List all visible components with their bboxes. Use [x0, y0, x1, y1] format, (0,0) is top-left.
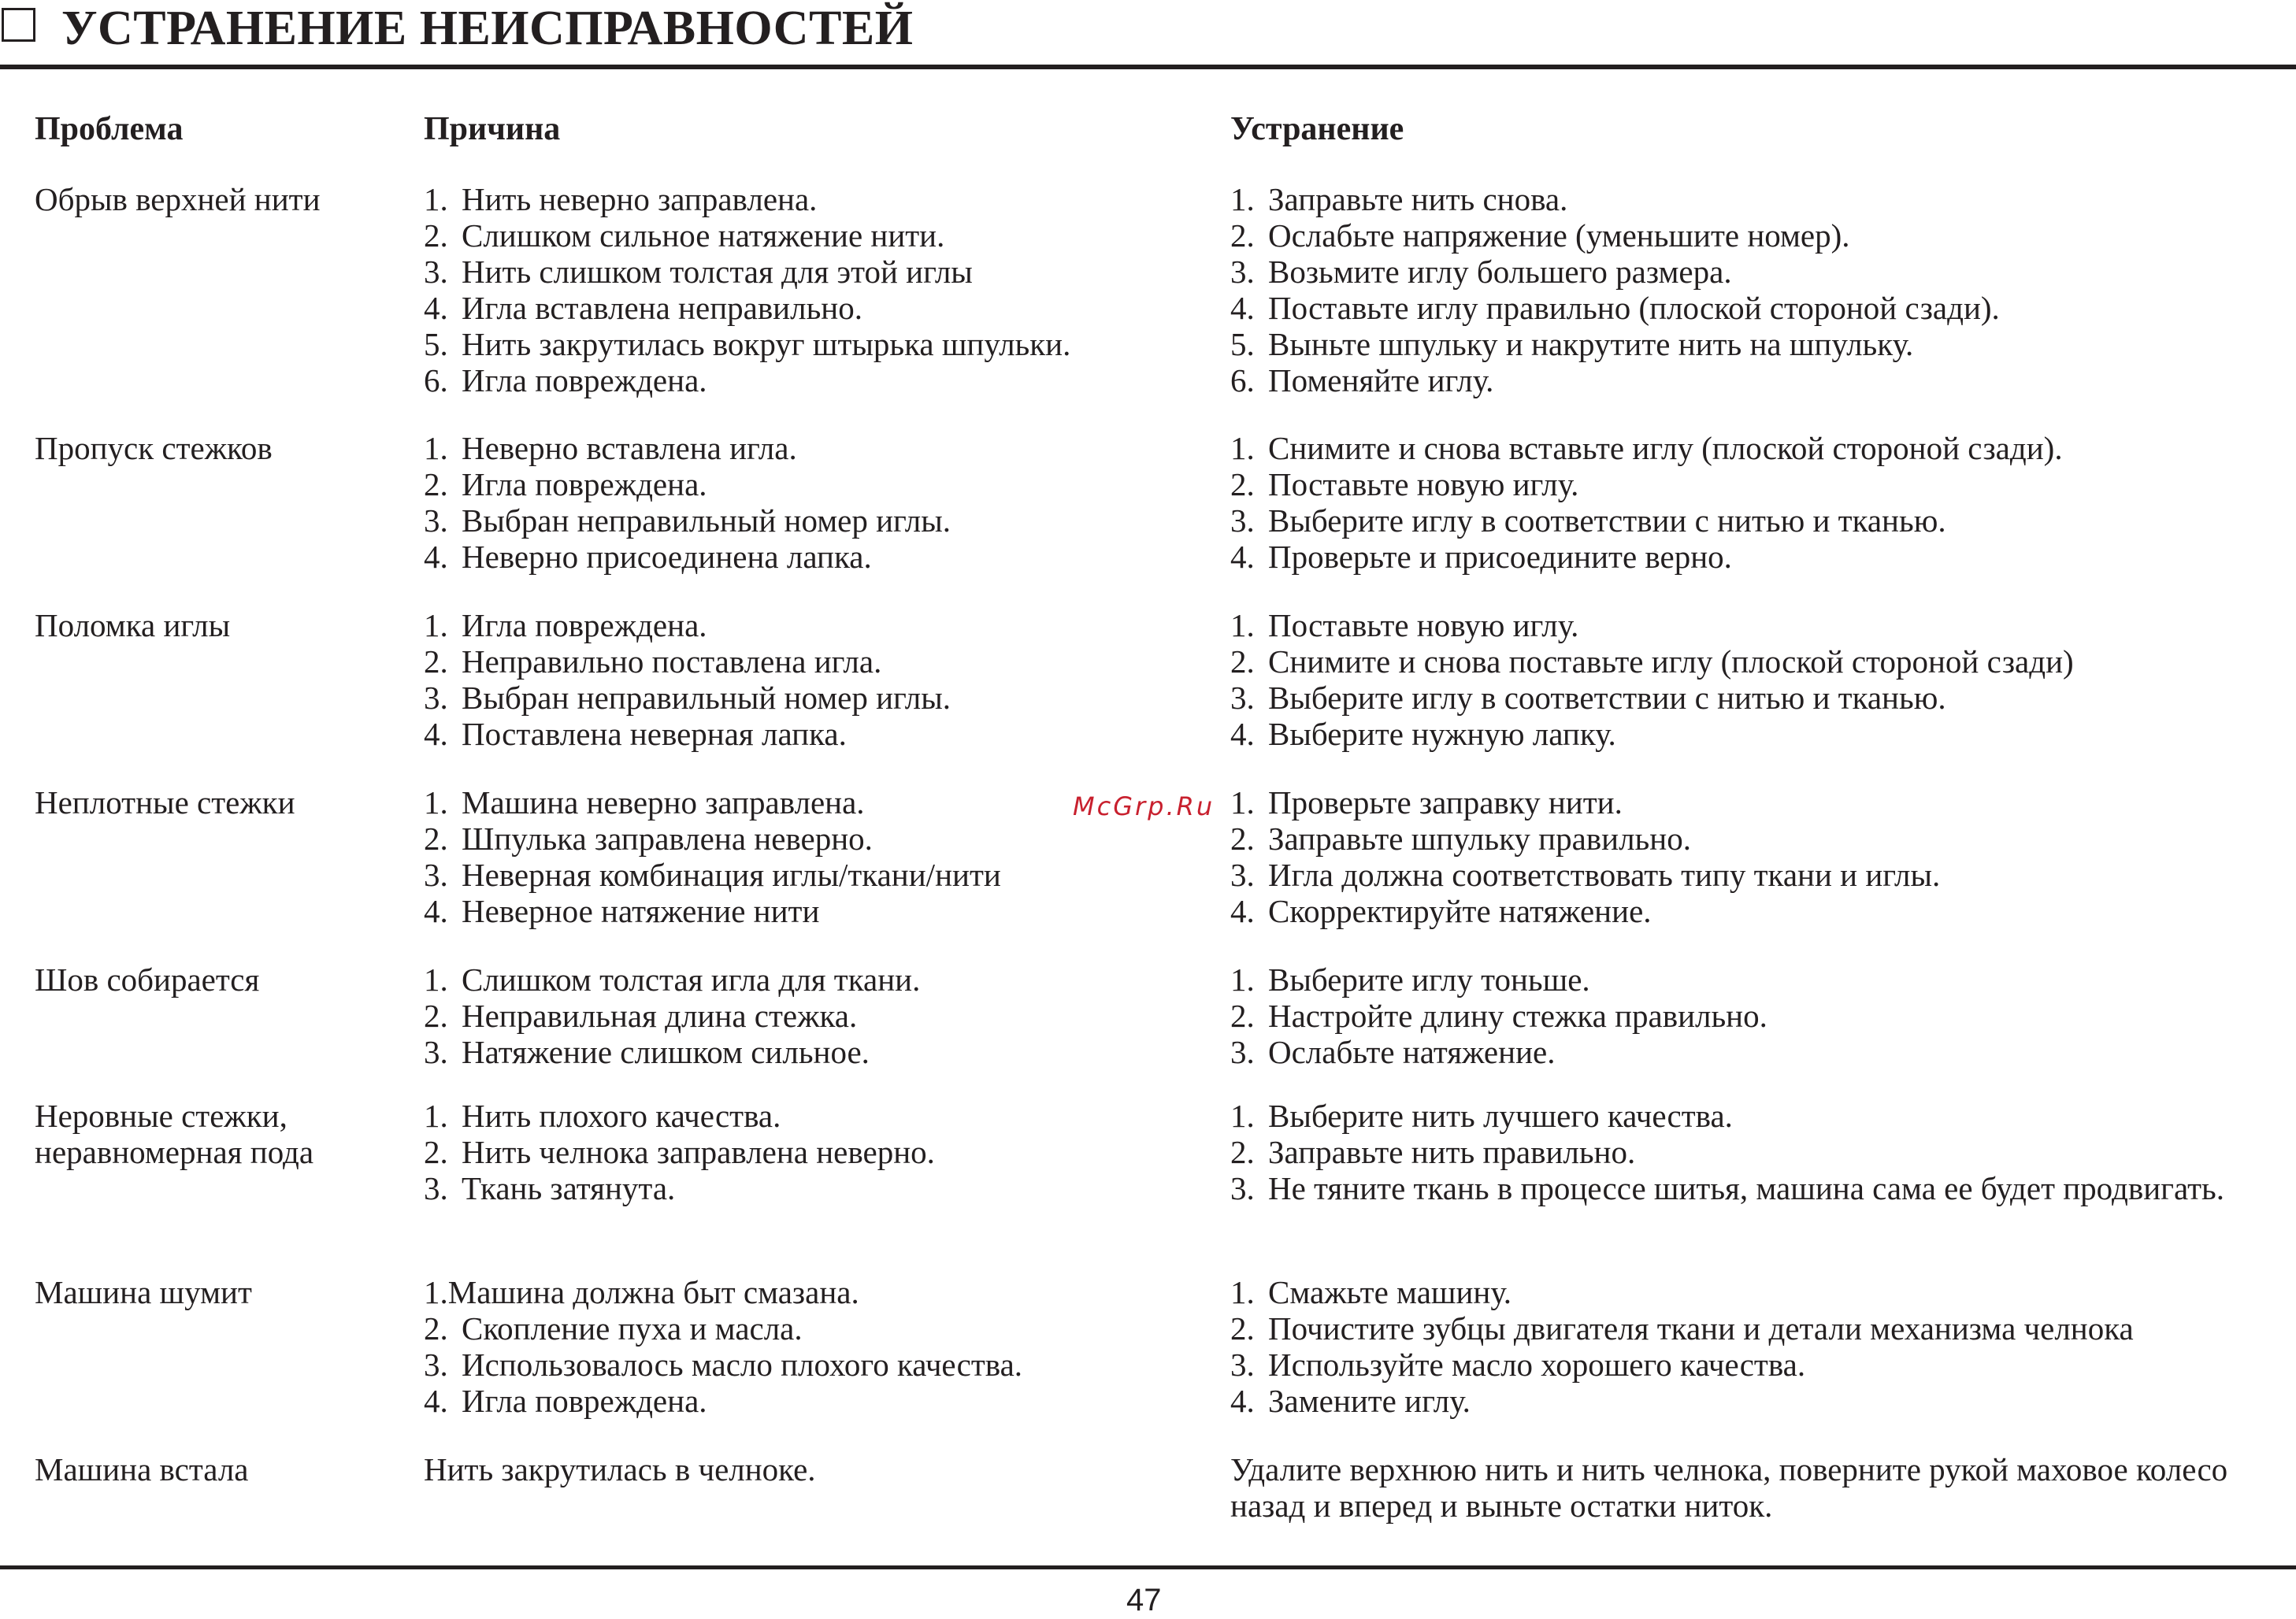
cause-number: 6.	[424, 362, 448, 398]
cause-text: Машина должна быт смазана.	[447, 1274, 859, 1310]
cause-text: Использовалось масло плохого качества.	[462, 1347, 1023, 1383]
cause-number: 3.	[424, 1347, 448, 1383]
fix-number: 4.	[1230, 893, 1255, 929]
problem-text: Обрыв верхней нити	[35, 181, 321, 217]
cause-text: Игла повреждена.	[462, 1383, 707, 1419]
fix-text: Выньте шпульку и накрутите нить на шпульку.	[1268, 326, 1914, 362]
fix-text: Смажьте машину.	[1268, 1274, 1512, 1310]
fix-text: Возьмите иглу большего размера.	[1268, 254, 1732, 290]
fix-number: 4.	[1230, 539, 1255, 575]
cause-item	[424, 181, 1219, 217]
fix-number: 5.	[1230, 326, 1255, 362]
cause-item	[424, 1170, 1219, 1206]
cause-text: Нить неверно заправлена.	[462, 181, 818, 217]
problem-text: неравномерная пода	[35, 1134, 314, 1170]
problem-text: Пропуск стежков	[35, 430, 273, 466]
cause-item	[424, 643, 1219, 680]
fix-text: Удалите верхнюю нить и нить челнока, поверните рукой маховое колесо назад и вперед и выньте остатки ниток.	[1230, 1451, 2228, 1524]
problem-text: Неровные стежки,	[35, 1098, 287, 1134]
cause-item	[424, 326, 1219, 362]
cause-text: Шпулька заправлена неверно.	[462, 821, 873, 857]
cause-text: Неправильная длина стежка.	[462, 998, 858, 1034]
page-title: УСТРАНЕНИЕ НЕИСПРАВНОСТЕЙ	[61, 2, 914, 55]
fix-number: 2.	[1230, 466, 1255, 502]
cause-cell	[424, 961, 1219, 1070]
cause-text: Выбран неправильный номер иглы.	[462, 502, 951, 539]
cause-item	[424, 680, 1219, 716]
fix-number: 2.	[1230, 998, 1255, 1034]
cause-number: 3.	[424, 502, 448, 539]
fix-number: 1.	[1230, 784, 1255, 821]
fix-number: 1.	[1230, 1098, 1255, 1134]
fix-number: 1.	[1230, 961, 1255, 998]
fix-text: Почистите зубцы двигателя ткани и детали механизма челнока	[1268, 1310, 2134, 1347]
cause-cell	[424, 1451, 1219, 1487]
cause-item	[424, 539, 1219, 575]
cause-text: Машина неверно заправлена.	[462, 784, 865, 821]
problem-text: Неплотные стежки	[35, 784, 295, 821]
cause-cell	[424, 607, 1219, 752]
fix-number: 4.	[1230, 716, 1255, 752]
fix-item	[1230, 326, 2264, 362]
fix-text: Заправьте нить снова.	[1268, 181, 1568, 217]
cause-number: 1.	[424, 607, 448, 643]
problem-text: Поломка иглы	[35, 607, 231, 643]
fix-item	[1230, 998, 2264, 1034]
fix-number: 3.	[1230, 857, 1255, 893]
cause-text: Натяжение слишком сильное.	[462, 1034, 870, 1070]
fix-text: Заправьте шпульку правильно.	[1268, 821, 1691, 857]
cause-number: 2.	[424, 821, 448, 857]
fix-text: Ослабьте натяжение.	[1268, 1034, 1556, 1070]
cause-item	[424, 998, 1219, 1034]
fix-item	[1230, 821, 2264, 857]
cause-text: Нить закрутилась в челноке.	[424, 1451, 816, 1487]
cause-item	[424, 821, 1219, 857]
fix-cell	[1230, 961, 2264, 1070]
fix-item	[1230, 1274, 2264, 1310]
fix-number: 2.	[1230, 1310, 1255, 1347]
fix-text: Выберите иглу в соответствии с нитью и тканью.	[1268, 680, 1946, 716]
cause-item	[424, 362, 1219, 398]
fix-text: Скорректируйте натяжение.	[1268, 893, 1652, 929]
fix-text: Ослабьте напряжение (уменьшите номер).	[1268, 217, 1850, 254]
cause-number: 3.	[424, 254, 448, 290]
fix-item	[1230, 1134, 2264, 1170]
fix-text: Поставьте новую иглу.	[1268, 607, 1579, 643]
cause-text: Неверно присоединена лапка.	[462, 539, 872, 575]
problem-cell	[35, 1098, 405, 1170]
fix-item	[1230, 1347, 2264, 1383]
cause-number: 4.	[424, 893, 448, 929]
cause-text: Ткань затянута.	[462, 1170, 676, 1206]
fix-text: Поменяйте иглу.	[1268, 362, 1494, 398]
cause-text: Неправильно поставлена игла.	[462, 643, 882, 680]
cause-text: Нить закрутилась вокруг штырька шпульки.	[462, 326, 1071, 362]
cause-number: 1.	[424, 961, 448, 998]
cause-text: Скопление пуха и масла.	[462, 1310, 803, 1347]
fix-cell	[1230, 430, 2264, 575]
cause-item	[424, 502, 1219, 539]
fix-text: Не тяните ткань в процессе шитья, машина сама ее будет продвигать.	[1268, 1170, 2224, 1206]
cause-item	[424, 1383, 1219, 1419]
cause-text: Неверно вставлена игла.	[462, 430, 797, 466]
cause-item	[424, 1347, 1219, 1383]
fix-item	[1230, 254, 2264, 290]
fix-text: Выберите нить лучшего качества.	[1268, 1098, 1733, 1134]
fix-number: 3.	[1230, 254, 1255, 290]
cause-item	[424, 1098, 1219, 1134]
cause-item	[424, 1274, 1219, 1310]
cause-text: Слишком толстая игла для ткани.	[462, 961, 921, 998]
cause-number: 1.	[424, 430, 448, 466]
fix-text: Игла должна соответствовать типу ткани и иглы.	[1268, 857, 1941, 893]
cause-number: 3.	[424, 1034, 448, 1070]
cause-number: 4.	[424, 1383, 448, 1419]
fix-number: 2.	[1230, 1134, 1255, 1170]
cause-item	[424, 290, 1219, 326]
problem-cell	[35, 430, 405, 466]
fix-item	[1230, 217, 2264, 254]
cause-number: 1.	[424, 181, 448, 217]
problem-cell	[35, 607, 405, 643]
fix-number: 4.	[1230, 1383, 1255, 1419]
title-checkbox-icon	[2, 8, 35, 42]
cause-item	[424, 430, 1219, 466]
fix-item	[1230, 1098, 2264, 1134]
fix-item	[1230, 430, 2264, 466]
fix-number: 3.	[1230, 1170, 1255, 1206]
cause-item	[424, 1310, 1219, 1347]
fix-text: Настройте длину стежка правильно.	[1268, 998, 1767, 1034]
cause-number: 2.	[424, 1134, 448, 1170]
fix-number: 3.	[1230, 1034, 1255, 1070]
cause-number: 4.	[424, 539, 448, 575]
bottom-divider	[0, 1565, 2296, 1569]
fix-number: 2.	[1230, 643, 1255, 680]
problem-text: Машина встала	[35, 1451, 249, 1487]
fix-text: Заправьте нить правильно.	[1268, 1134, 1636, 1170]
cause-item	[424, 857, 1219, 893]
fix-text: Поставьте иглу правильно (плоской стороной сзади).	[1268, 290, 2000, 326]
cause-item	[424, 466, 1219, 502]
cause-text: Поставлена неверная лапка.	[462, 716, 847, 752]
fix-number: 3.	[1230, 1347, 1255, 1383]
cause-number: 1.	[424, 784, 448, 821]
cause-number: 2.	[424, 643, 448, 680]
cause-item	[424, 716, 1219, 752]
top-divider	[0, 65, 2296, 69]
cause-item	[424, 217, 1219, 254]
fix-number: 4.	[1230, 290, 1255, 326]
cause-item	[424, 893, 1219, 929]
fix-item	[1230, 539, 2264, 575]
fix-item	[1230, 857, 2264, 893]
fix-item	[1230, 1034, 2264, 1070]
cause-number: 2.	[424, 217, 448, 254]
fix-item	[1230, 290, 2264, 326]
problem-cell	[35, 181, 405, 217]
fix-cell	[1230, 1451, 2264, 1524]
cause-text: Игла повреждена.	[462, 607, 707, 643]
fix-number: 6.	[1230, 362, 1255, 398]
fix-item	[1230, 1310, 2264, 1347]
cause-text: Неверная комбинация иглы/ткани/нити	[462, 857, 1001, 893]
cause-number: 2.	[424, 466, 448, 502]
fix-item	[1230, 680, 2264, 716]
cause-text: Игла вставлена неправильно.	[462, 290, 862, 326]
fix-item	[1230, 893, 2264, 929]
cause-number: 3.	[424, 680, 448, 716]
cause-cell	[424, 1274, 1219, 1419]
problem-cell	[35, 1274, 405, 1310]
cause-number: 2.	[424, 998, 448, 1034]
problem-text: Шов собирается	[35, 961, 260, 998]
fix-item	[1230, 181, 2264, 217]
cause-text: Нить плохого качества.	[462, 1098, 781, 1134]
fix-number: 1.	[1230, 607, 1255, 643]
cause-number: 1.	[424, 1098, 448, 1134]
fix-number: 1.	[1230, 1274, 1255, 1310]
cause-text: Слишком сильное натяжение нити.	[462, 217, 945, 254]
fix-text: Замените иглу.	[1268, 1383, 1471, 1419]
fix-item	[1230, 1170, 2264, 1206]
cause-text: Нить слишком толстая для этой иглы	[462, 254, 973, 290]
fix-number: 3.	[1230, 502, 1255, 539]
problem-cell	[35, 961, 405, 998]
fix-text: Проверьте и присоедините верно.	[1268, 539, 1732, 575]
fix-number: 2.	[1230, 821, 1255, 857]
fix-text: Снимите и снова вставьте иглу (плоской стороной сзади).	[1268, 430, 2063, 466]
fix-text: Поставьте новую иглу.	[1268, 466, 1579, 502]
cause-cell	[424, 1098, 1219, 1206]
fix-number: 1.	[1230, 430, 1255, 466]
cause-item	[424, 961, 1219, 998]
fix-text: Выберите иглу в соответствии с нитью и тканью.	[1268, 502, 1946, 539]
cause-number: 3.	[424, 857, 448, 893]
cause-text: Нить челнока заправлена неверно.	[462, 1134, 935, 1170]
problem-cell	[35, 784, 405, 821]
cause-text: Игла повреждена.	[462, 466, 707, 502]
fix-text: Снимите и снова поставьте иглу (плоской стороной сзади)	[1268, 643, 2074, 680]
fix-text: Выберите иглу тоньше.	[1268, 961, 1590, 998]
fix-number: 1.	[1230, 181, 1255, 217]
header-fix: Устранение	[1230, 111, 1404, 147]
fix-item	[1230, 502, 2264, 539]
fix-number: 2.	[1230, 217, 1255, 254]
watermark: McGrp.Ru	[1073, 791, 1215, 821]
problem-text: Машина шумит	[35, 1274, 252, 1310]
cause-number: 3.	[424, 1170, 448, 1206]
cause-number: 1.	[424, 1274, 448, 1310]
fix-text: Выберите нужную лапку.	[1268, 716, 1616, 752]
cause-cell	[424, 181, 1219, 398]
cause-item	[424, 607, 1219, 643]
cause-number: 2.	[424, 1310, 448, 1347]
fix-item	[1230, 1383, 2264, 1419]
cause-item	[424, 1134, 1219, 1170]
fix-text: Проверьте заправку нити.	[1268, 784, 1623, 821]
fix-item	[1230, 466, 2264, 502]
cause-number: 4.	[424, 290, 448, 326]
fix-item	[1230, 362, 2264, 398]
fix-cell	[1230, 181, 2264, 398]
cause-number: 4.	[424, 716, 448, 752]
fix-number: 3.	[1230, 680, 1255, 716]
fix-item	[1230, 643, 2264, 680]
fix-item	[1230, 716, 2264, 752]
fix-cell	[1230, 784, 2264, 929]
cause-text: Неверное натяжение нити	[462, 893, 820, 929]
cause-item	[424, 1034, 1219, 1070]
problem-cell	[35, 1451, 405, 1487]
fix-item	[1230, 607, 2264, 643]
cause-cell	[424, 430, 1219, 575]
cause-text: Игла повреждена.	[462, 362, 707, 398]
fix-item	[1230, 784, 2264, 821]
header-problem: Проблема	[35, 111, 184, 147]
page-number: 47	[1126, 1583, 1162, 1617]
fix-cell	[1230, 1274, 2264, 1419]
cause-number: 5.	[424, 326, 448, 362]
fix-cell	[1230, 607, 2264, 752]
header-cause: Причина	[424, 111, 561, 147]
fix-item	[1230, 961, 2264, 998]
fix-cell	[1230, 1098, 2264, 1206]
fix-text: Используйте масло хорошего качества.	[1268, 1347, 1806, 1383]
cause-item	[424, 254, 1219, 290]
cause-text: Выбран неправильный номер иглы.	[462, 680, 951, 716]
